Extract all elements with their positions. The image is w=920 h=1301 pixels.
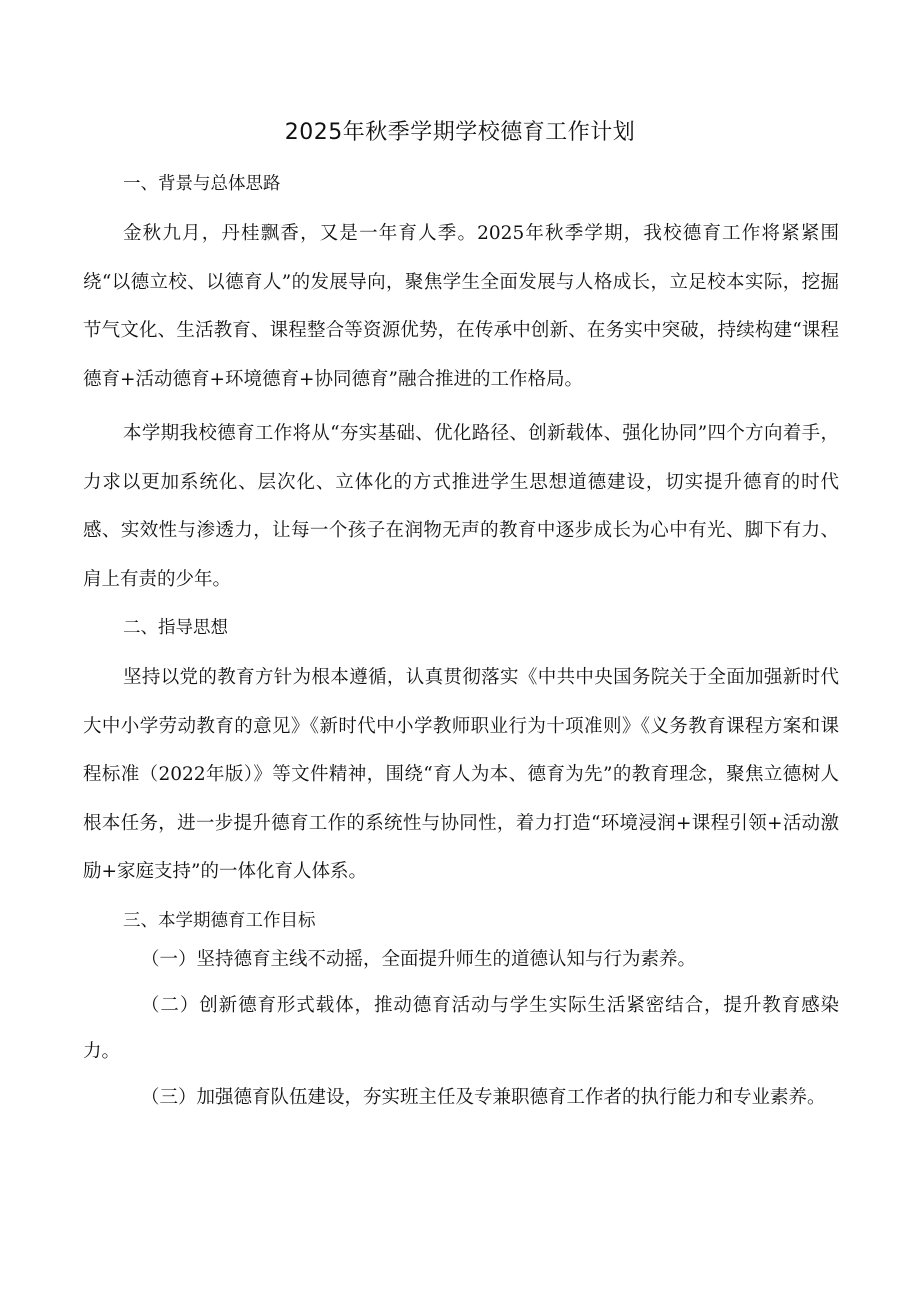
section-heading-background: 一、背景与总体思路 — [123, 174, 281, 194]
document-title: 2025年秋季学期学校德育工作计划 — [284, 120, 636, 145]
section-heading-guiding-ideology: 二、指导思想 — [123, 618, 228, 638]
goal-item-3: （三）加强德育队伍建设，夯实班主任及专兼职德育工作者的执行能力和专业素养。 — [141, 1086, 826, 1108]
paragraph-guiding-ideology: 坚持以党的教育方针为根本遵循，认真贯彻落实《中共中央国务院关于全面加强新时代大中小学劳动教育的意见》《新时代中小学教师职业行为十项准则》《义务教育课程方案和课程标准（2022年版）》等文件精神，围绕“育人为本、德育为先”的教育理念，聚焦立德树人根本任务，进一步提升德育工作的系统性与协同性，着力打造“环境浸润+课程引领+活动激励+家庭支持”的一体化育人体系。 — [83, 667, 839, 882]
paragraph-background-2: 本学期我校德育工作将从“夯实基础、优化路径、创新载体、强化协同”四个方向着手，力求以更加系统化、层次化、立体化的方式推进学生思想道德建设，切实提升德育的时代感、实效性与渗透力，让每一个孩子在润物无声的教育中逐步成长为心中有光、脚下有力、肩上有责的少年。 — [83, 423, 839, 590]
goal-item-1: （一）坚持德育主线不动摇，全面提升师生的道德认知与行为素养。 — [141, 948, 697, 970]
section-heading-goals: 三、本学期德育工作目标 — [123, 910, 316, 931]
paragraph-background-1: 金秋九月，丹桂飘香，又是一年育人季。2025年秋季学期，我校德育工作将紧紧围绕“以德立校、以德育人”的发展导向，聚焦学生全面发展与人格成长，立足校本实际，挖掘节气文化、生活教育、课程整合等资源优势，在传承中创新、在务实中突破，持续构建“课程德育+活动德育+环境德育+协同德育”融合推进的工作格局。 — [83, 223, 839, 390]
goal-item-2: （二）创新德育形式载体，推动德育活动与学生实际生活紧密结合，提升教育感染力。 — [83, 994, 839, 1062]
document-body — [83, 168, 839, 1121]
